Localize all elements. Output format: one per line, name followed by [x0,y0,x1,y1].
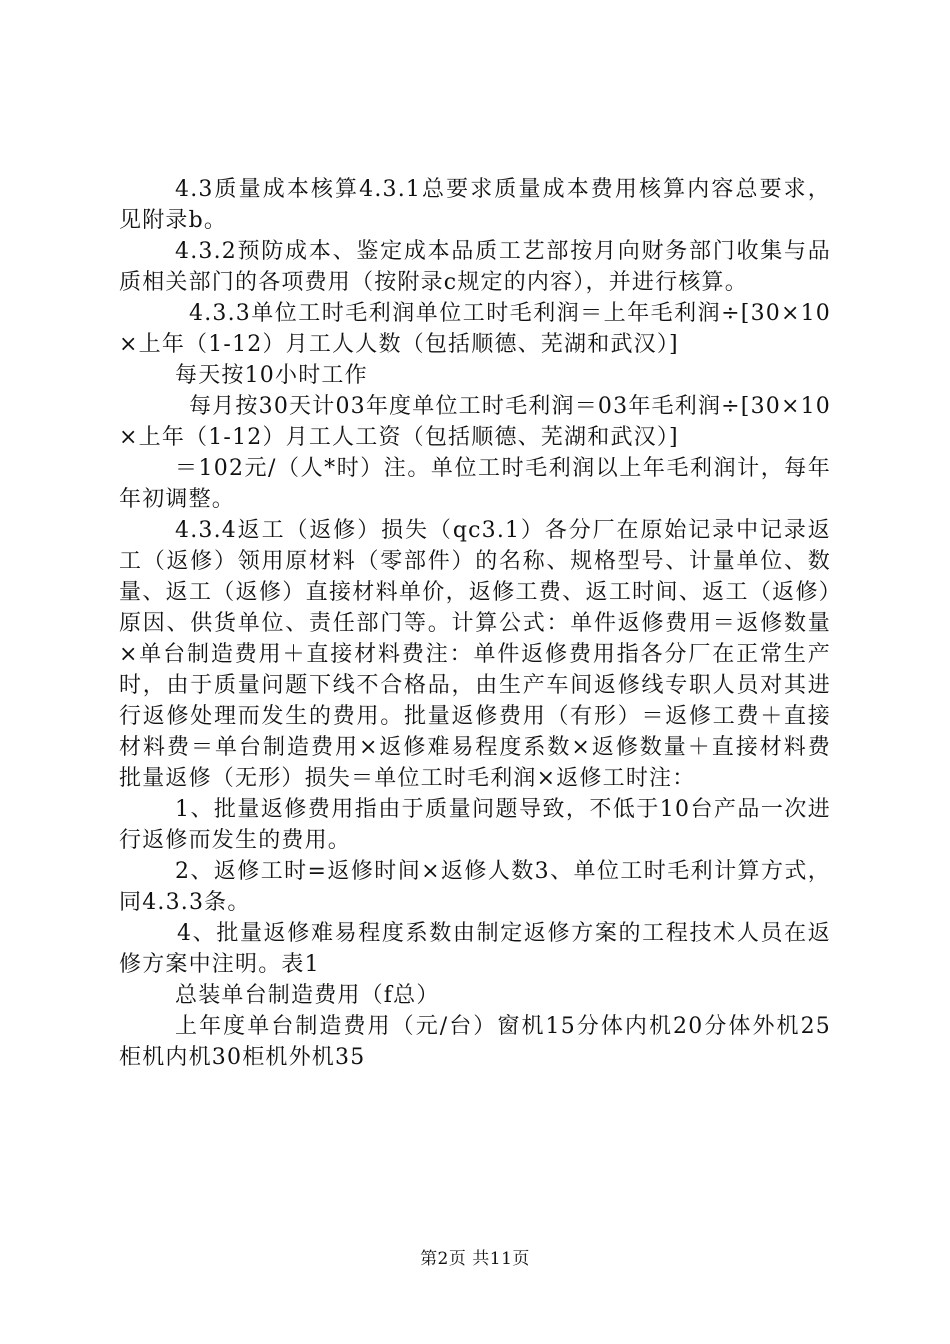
paragraph-4-3-2: 4.3.2预防成本、鉴定成本品质工艺部按月向财务部门收集与品质相关部门的各项费用（按附录c规定的内容），并进行核算。 [119,239,831,295]
paragraph-4-3-3: 4.3.3单位工时毛利润单位工时毛利润＝上年毛利润÷[30×10×上年（1-12）月工人人数（包括顺德、芜湖和武汉）] [119,301,831,357]
paragraph-table-title: 总装单台制造费用（f总） [175,983,440,1008]
paragraph-4-3: 4.3质量成本核算4.3.1总要求质量成本费用核算内容总要求，见附录b。 [119,177,831,233]
paragraph-profit-rate: ＝102元/（人*时）注。单位工时毛利润以上年毛利润计，每年年初调整。 [119,456,831,512]
paragraph-table-content: 上年度单台制造费用（元/台）窗机15分体内机20分体外机25柜机内机30柜机外机35 [119,1014,831,1070]
paragraph-note-1: 1、批量返修费用指由于质量问题导致，不低于10台产品一次进行返修而发生的费用。 [119,797,831,853]
document-body [119,174,831,1073]
paragraph-note-4: 4、批量返修难易程度系数由制定返修方案的工程技术人员在返修方案中注明。表1 [119,921,831,977]
paragraph-hours-per-day: 每天按10小时工作 [175,363,368,388]
paragraph-4-3-4: 4.3.4返工（返修）损失（qc3.1）各分厂在原始记录中记录返工（返修）领用原材料（零部件）的名称、规格型号、计量单位、数量、返工（返修）直接材料单价，返修工费、返工时间、返工（返修）原因、供货单位、责任部门等。计算公式：单件返修费用＝返修数量×单台制造费用＋直接材料费注：单件返修费用指各分厂在正常生产时，由于质量问题下线不合格品，由生产车间返修线专职人员对其进行返修处理而发生的费用。批量返修费用（有形）＝返修工费＋直接材料费＝单台制造费用×返修难易程度系数×返修数量＋直接材料费批量返修（无形）损失＝单位工时毛利润×返修工时注： [119,518,831,791]
page-number-footer: 第2页 共11页 [420,1249,530,1269]
paragraph-days-per-month: 每月按30天计03年度单位工时毛利润＝03年毛利润÷[30×10×上年（1-12）月工人工资（包括顺德、芜湖和武汉）] [119,394,831,450]
paragraph-note-2: 2、返修工时=返修时间×返修人数3、单位工时毛利计算方式，同4.3.3条。 [119,859,831,915]
